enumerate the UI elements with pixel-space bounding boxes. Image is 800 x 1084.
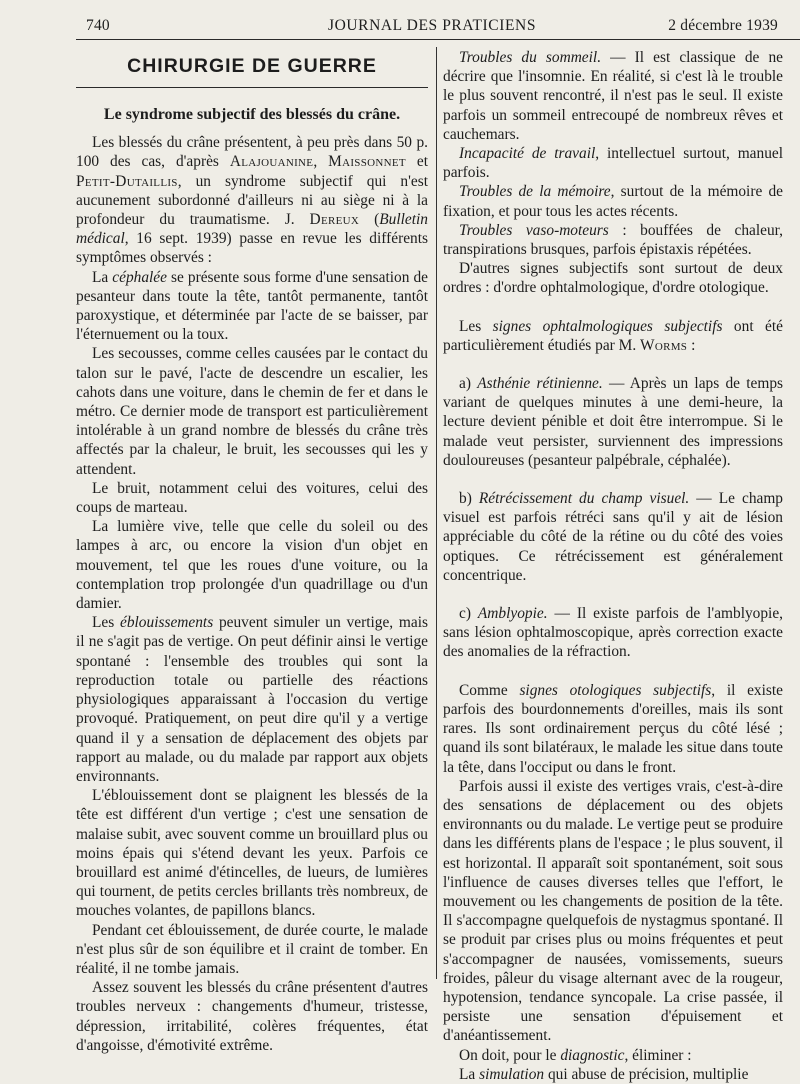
term-champ-visuel: Rétrécissement du champ visuel. [478,490,690,508]
author-name: Alajouanine [229,153,314,171]
author-name: Dereux [309,211,360,229]
paragraph-equilibre: Pendant cet éblouissement, de durée courte, le malade n'est plus sûr de son équilibre et il craint de tomber. En réalité, il ne tombe jamais. [76,921,428,977]
header-rule [76,39,800,40]
term-cephalee: céphalée [112,268,167,286]
article-title: Le syndrome subjectif des blessés du crâne. [103,106,401,123]
author-name: Worms [640,336,688,354]
journal-title: JOURNAL DES PRATICIENS [327,17,537,34]
term-otologiques: signes otologiques subjectifs [519,681,712,699]
left-column [76,48,428,1055]
term-sommeil: Troubles du sommeil. [459,49,602,66]
term-travail: Incapacité de travail [459,145,596,163]
column-separator [436,47,437,979]
term-eblouissements: éblouissements [120,614,214,632]
term-simulation: simulation [479,1065,545,1083]
paragraph-cephalee: La céphalée se présente sous forme d'une sensation de pesanteur dans toute la tête, tantôt permanente, tantôt paroxystique, et déterminée par l'acte de se baisser, par l'éternuement ou la toux. [76,268,428,344]
paragraph-lumiere: La lumière vive, telle que celle du soleil ou des lampes à arc, ou encore la vision d'un objet en mouvement, tel que les roues d'une voiture, ou la contemplation trop prolongée d'un quadrillage ou d'un damier. [76,518,428,613]
paragraph-ophtalmo: Les signes ophtalmologiques subjectifs ont été particulièrement étudiés par M. Worms : [443,317,783,354]
term-amblyopie: Amblyopie. [477,605,548,623]
term-vaso-moteurs: Troubles vaso-moteurs [459,221,609,239]
paragraph-autres-signes: D'autres signes subjectifs sont surtout de deux ordres : d'ordre ophtalmologique, d'ordre otologique. [443,260,783,297]
paragraph-intro: Les blessés du crâne présentent, à peu près dans 50 p. 100 des cas, d'après Alajouanine, Maissonnet et Petit-Dutaillis, un syndrome subjectif qui n'est aucunement subordonné d'ailleurs ni au siège ni à la profondeur du traumatisme. J. Dereux (Bulletin médical, 16 sept. 1939) passe en revue les différents symptômes observés : [76,134,428,267]
journal-citation: Bulletin médical [76,211,428,248]
paragraph-brouillard: L'éblouissement dont se plaignent les blessés de la tête est différent d'un vertige ; c'est une sensation de malaise subit, avec souvent comme un brouillard plus ou moins épais qui s'étend devant les yeux. Parfois ce brouillard est animé d'étincelles, de lueurs, de lumières qui tournent, de petits cercles brillants très nombreux, de mouches volantes, de papillons blancs. [76,787,428,920]
paragraph-simulation: La simulation qui abuse de précision, multiplie [459,1065,749,1083]
running-header [86,17,778,39]
paragraph-memoire: Troubles de la mémoire, surtout de la mémoire de fixation, et pour tous les actes récents. [443,183,784,220]
section-title-rule [76,87,428,88]
paragraph-eblouissements: Les éblouissements peuvent simuler un vertige, mais il ne s'agit pas de vertige. On peut définir ainsi le vertige spontané : l'ensemble des troubles qui sont la reproduction totale ou partielle des réactions physiologiques apparaissant à l'occasion du vertige provoqué. Pratiquement, on peut dire qu'il y a vertige quand il y a sensation de déplacement des objets par rapport au malade, ou du malade par rapport aux objets environnants. [76,614,428,785]
term-memoire: Troubles de la mémoire [459,183,611,201]
section-title: CHIRURGIE DE GUERRE [127,55,377,77]
term-diagnostic: diagnostic [560,1046,625,1064]
paragraph-vertiges: Parfois aussi il existe des vertiges vrais, c'est-à-dire des sensations de déplacement ou des objets environnants ou du malade. Le vertige peut se produire dans les différents plans de l'espace ; le plus souvent, il est horizontal. Il apparaît soit spontanément, soit sous l'influence de causes diverses telles que l'effort, le mouvement ou les changements de position de la tête. Il s'accompagne quelquefois de nystagmus spontané. Il se produit par crises plus ou moins fréquentes et peut s'accompagner de nausées, vomissements, sueurs froides, pâleur du visage alternant avec de la rougeur, hypotension, tendance syncopale. La crise passée, il persiste une sensation d'épuisement et d'anéantissement. [443,777,783,1045]
paragraph-vaso-moteurs: Troubles vaso-moteurs : bouffées de chaleur, transpirations brusques, parfois épistaxis répétées. [443,221,784,259]
issue-date: 2 décembre 1939 [668,17,778,34]
paragraph-diagnostic: On doit, pour le diagnostic, éliminer : [459,1046,692,1064]
paragraph-troubles-nerveux: Assez souvent les blessés du crâne présentent d'autres troubles nerveux : changements d'humeur, tristesse, dépression, irritabilité, colères fréquentes, état d'angoisse, d'émotivité extrême. [76,979,428,1054]
paragraph-travail: Incapacité de travail, intellectuel surtout, manuel parfois. [443,145,783,182]
term-asthenie: Asthénie rétinienne. [477,375,603,393]
page-number: 740 [86,17,110,34]
paragraph-champ-visuel: b) Rétrécissement du champ visuel. — Le champ visuel est parfois rétréci sans qu'il y ait de lésion appréciable du côté de la rétine ou du côté des voies optiques. Ce rétrécissement est généralement concentrique. [443,490,784,584]
author-name: Petit-Dutaillis [76,172,178,190]
author-name: Maissonnet [328,153,406,171]
paragraph-secousses: Les secousses, comme celles causées par le contact du talon sur le pavé, l'acte de descendre un escalier, les cahots dans une voiture, dans le chemin de fer et dans le métro. Ce dernier mode de transport est particulièrement intolérable à un grand nombre de blessés du crâne très affectés par la chaleur, le bruit, les secousses qui les y attendent. [76,345,428,478]
paragraph-otologiques: Comme signes otologiques subjectifs, il existe parfois des bourdonnements d'oreilles, mais ils sont rares. Ils sont ordinairement perçus du côté lésé ; quand ils sont bilatéraux, le malade les situe dans toute la tête, dans l'occiput ou dans le front. [443,681,783,776]
paragraph-amblyopie: c) Amblyopie. — Il existe parfois de l'amblyopie, sans lésion ophtalmoscopique, après correction exacte des anomalies de la réfraction. [443,605,784,661]
paragraph-sommeil: Troubles du sommeil. — Il est classique de ne décrire que l'insomnie. En réalité, si c'est là le trouble le plus souvent rencontré, il n'est pas le seul. Il existe parfois un sommeil entrecoupé de nombreux rêves et cauchemars. [443,49,783,143]
paragraph-asthenie: a) Asthénie rétinienne. — Après un laps de temps variant de quelques minutes à une demi-heure, la lecture devient pénible et doit être interrompue. Si le malade veut persister, surviennent des impressions douloureuses (pesanteur palpébrale, céphalée). [443,375,783,469]
paragraph-bruit: Le bruit, notamment celui des voitures, celui des coups de marteau. [76,479,428,517]
right-column [443,48,783,1084]
term-ophtalmo: signes ophtalmologiques subjectifs [492,317,723,335]
